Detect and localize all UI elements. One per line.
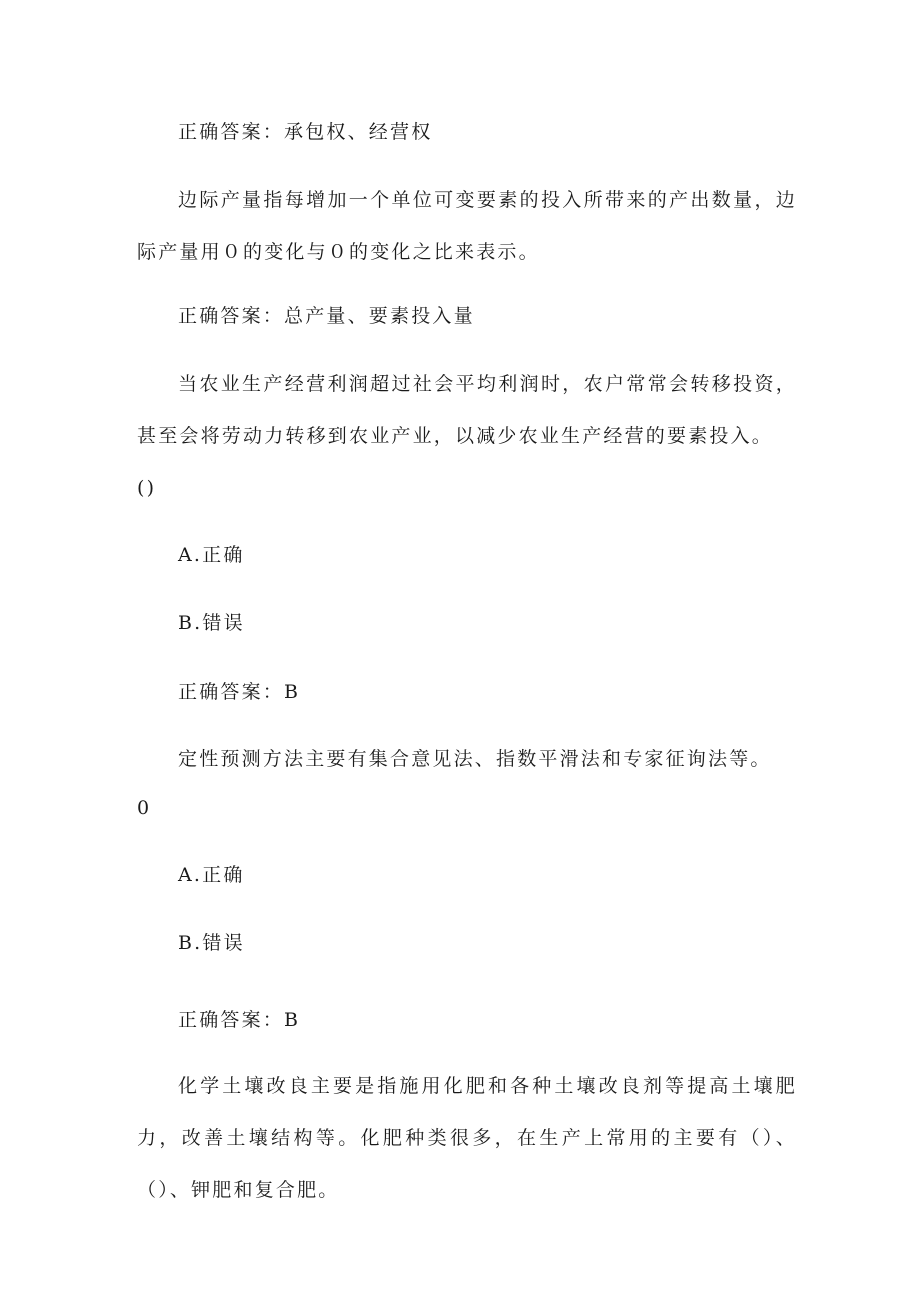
answer-line: 正确答案：总产量、要素投入量: [178, 305, 475, 327]
question-text: 边际产量指每增加一个单位可变要素的投入所带来的产出数量，边际产量用０的变化与０的变化之比来表示。: [137, 189, 797, 263]
question-text: 定性预测方法主要有集合意见法、指数平滑法和专家征询法等。: [178, 748, 772, 770]
answer-blank: (): [137, 477, 157, 499]
answer-blank: 0: [137, 797, 152, 819]
answer-line: 正确答案：B: [178, 1009, 301, 1031]
option-b: B.错误: [178, 932, 245, 954]
question-text: 化学土壤改良主要是指施用化肥和各种土壤改良剂等提高土壤肥力，改善土壤结构等。化肥种类很多，在生产上常用的主要有（）、（）、钾肥和复合肥。: [137, 1075, 797, 1201]
option-b: B.错误: [178, 612, 245, 634]
option-a: A.正确: [178, 864, 245, 886]
question-text: 当农业生产经营利润超过社会平均利润时，农户常常会转移投资，甚至会将劳动力转移到农业产业，以减少农业生产经营的要素投入。: [137, 373, 797, 447]
answer-line: 正确答案：B: [178, 681, 301, 703]
answer-line: 正确答案：承包权、经营权: [178, 121, 433, 143]
option-a: A.正确: [178, 544, 245, 566]
